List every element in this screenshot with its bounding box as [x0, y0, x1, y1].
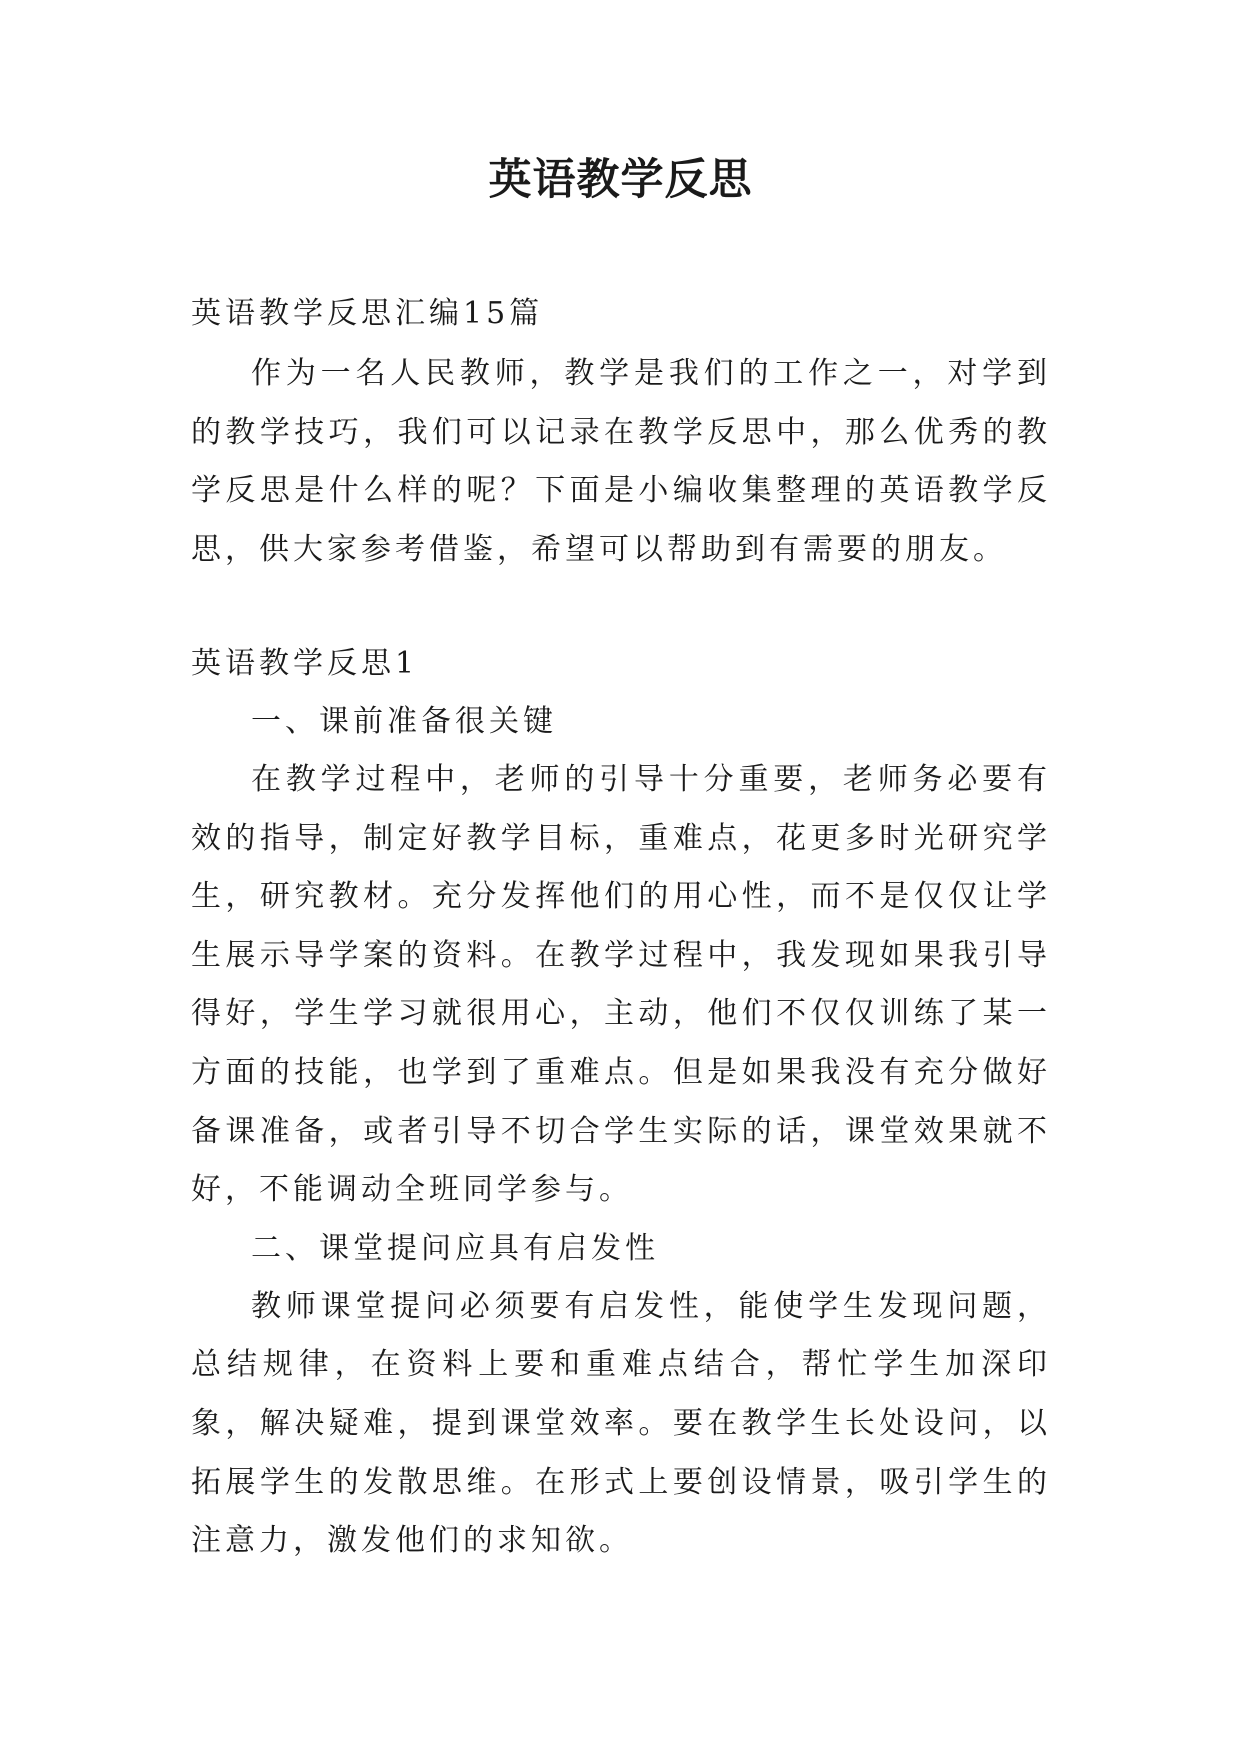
section-heading-2: 二、课堂提问应具有启发性: [251, 1230, 659, 1266]
section-paragraph-2: 教师课堂提问必须要有启发性，能使学生发现问题，总结规律，在资料上要和重难点结合，帮忙学生加深印象，解决疑难，提到课堂效率。要在教学生长处设问，以拓展学生的发散思维。在形式上要创设情景，吸引学生的注意力，激发他们的求知欲。: [191, 1288, 1051, 1559]
section-heading-1: 一、课前准备很关键: [251, 704, 557, 739]
document-body: [191, 285, 1051, 1571]
document-subtitle: 英语教学反思汇编15篇: [191, 296, 544, 331]
document-title: 英语教学反思: [488, 155, 753, 205]
section-title: 英语教学反思1: [191, 646, 419, 681]
intro-paragraph: 作为一名人民教师，教学是我们的工作之一，对学到的教学技巧，我们可以记录在教学反思中，那么优秀的教学反思是什么样的呢？下面是小编收集整理的英语教学反思，供大家参考借鉴，希望可以帮助到有需要的朋友。: [191, 356, 1051, 567]
section-paragraph-1: 在教学过程中，老师的引导十分重要，老师务必要有效的指导，制定好教学目标，重难点，花更多时光研究学生，研究教材。充分发挥他们的用心性，而不是仅仅让学生展示导学案的资料。在教学过程中，我发现如果我引导得好，学生学习就很用心，主动，他们不仅仅训练了某一方面的技能，也学到了重难点。但是如果我没有充分做好备课准备，或者引导不切合学生实际的话，课堂效果就不好，不能调动全班同学参与。: [191, 762, 1051, 1208]
